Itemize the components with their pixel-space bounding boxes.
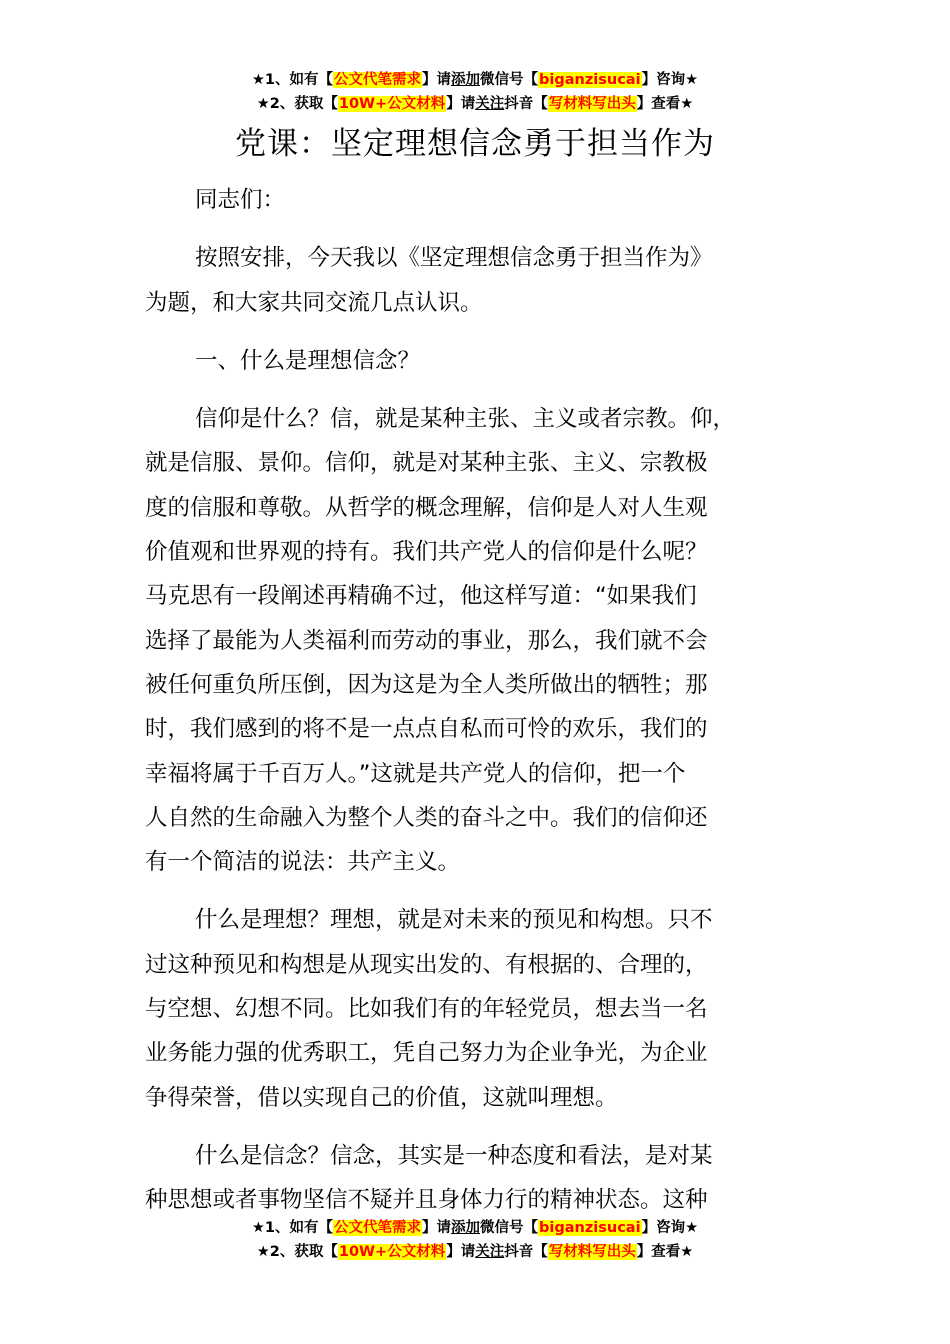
text-line: 种思想或者事物坚信不疑并且身体力行的精神状态。这种 [145,1187,708,1214]
banner-text: 】查看★ [636,96,694,112]
banner-underlined-text: 添加 [451,1220,481,1236]
paragraph-ideal [145,898,805,1119]
banner-highlight: biganzisucai [539,72,641,88]
banner-text: 微信号【 [480,1220,539,1236]
banner-text: 】请 [446,96,476,112]
text-line: 业务能力强的优秀职工，凭自己努力为企业争光，为企业 [145,1040,708,1067]
banner-line-2 [0,1240,950,1264]
banner-line-2 [0,92,950,116]
banner-underlined-text: 关注 [475,1244,505,1260]
banner-highlight: 写材料写出头 [548,1244,636,1260]
text-line: 有一个简洁的说法：共产主义。 [145,849,461,876]
banner-highlight: 公文代笔需求 [334,1220,422,1236]
text-line: 同志们： [195,187,286,213]
text-line: 过这种预见和构想是从现实出发的、有根据的、合理的， [145,951,708,978]
text-line: 一、什么是理想信念？ [195,347,421,374]
banner-highlight: 写材料写出头 [548,96,636,112]
text-line: 按照安排，今天我以《坚定理想信念勇于担当作为》 [195,245,713,272]
banner-underlined-text: 关注 [475,96,505,112]
paragraph-belief [145,1134,805,1223]
banner-text: 】查看★ [636,1244,694,1260]
document-body [145,178,805,1237]
banner-highlight: 10W+公文材料 [338,96,446,112]
banner-highlight: 10W+公文材料 [338,1244,446,1260]
text-line: 幸福将属于千百万人。”这就是共产党人的信仰，把一个 [145,760,686,787]
top-banner [0,68,950,116]
text-line: 为题，和大家共同交流几点认识。 [145,289,483,316]
banner-text: 抖音【 [504,96,548,112]
banner-text: 】咨询★ [641,72,699,88]
banner-text: 】请 [422,72,452,88]
banner-text: 】请 [422,1220,452,1236]
text-line: 选择了最能为人类福利而劳动的事业，那么，我们就不会 [145,627,708,654]
banner-underlined-text: 添加 [451,72,481,88]
document-title: 党课：坚定理想信念勇于担当作为 [235,126,715,162]
paragraph-greeting [145,178,805,222]
text-line: 价值观和世界观的持有。我们共产党人的信仰是什么呢？ [145,539,708,566]
bottom-banner [0,1216,950,1264]
text-line: 什么是理想？理想，就是对未来的预见和构想。只不 [195,907,713,934]
banner-text: 】请 [446,1244,476,1260]
banner-text: ★2、获取【 [256,96,338,112]
text-line: 信仰是什么？信，就是某种主张、主义或者宗教。仰， [195,406,736,433]
paragraph-faith [145,397,805,884]
text-line: 就是信服、景仰。信仰，就是对某种主张、主义、宗教极 [145,450,708,477]
text-line: 与空想、幻想不同。比如我们有的年轻党员，想去当一名 [145,996,708,1023]
banner-text: 】咨询★ [641,1220,699,1236]
text-line: 马克思有一段阐述再精确不过，他这样写道：“如果我们 [145,583,697,610]
text-line: 争得荣誉，借以实现自己的价值，这就叫理想。 [145,1084,618,1111]
banner-highlight: biganzisucai [539,1220,641,1236]
banner-text: ★1、如有【 [251,1220,334,1236]
banner-text: 微信号【 [480,72,539,88]
text-line: 被任何重负所压倒，因为这是为全人类所做出的牺牲；那 [145,671,708,698]
banner-highlight: 公文代笔需求 [334,72,422,88]
banner-line-1 [0,68,950,92]
text-line: 人自然的生命融入为整个人类的奋斗之中。我们的信仰还 [145,804,708,831]
paragraph-intro [145,236,805,325]
text-line: 什么是信念？信念，其实是一种态度和看法，是对某 [195,1142,713,1169]
banner-line-1 [0,1216,950,1240]
text-line: 时，我们感到的将不是一点点自私而可怜的欢乐，我们的 [145,716,708,743]
banner-text: ★1、如有【 [251,72,334,88]
section-heading [145,339,805,383]
banner-text: 抖音【 [504,1244,548,1260]
banner-text: ★2、获取【 [256,1244,338,1260]
text-line: 度的信服和尊敬。从哲学的概念理解，信仰是人对人生观 [145,494,708,521]
